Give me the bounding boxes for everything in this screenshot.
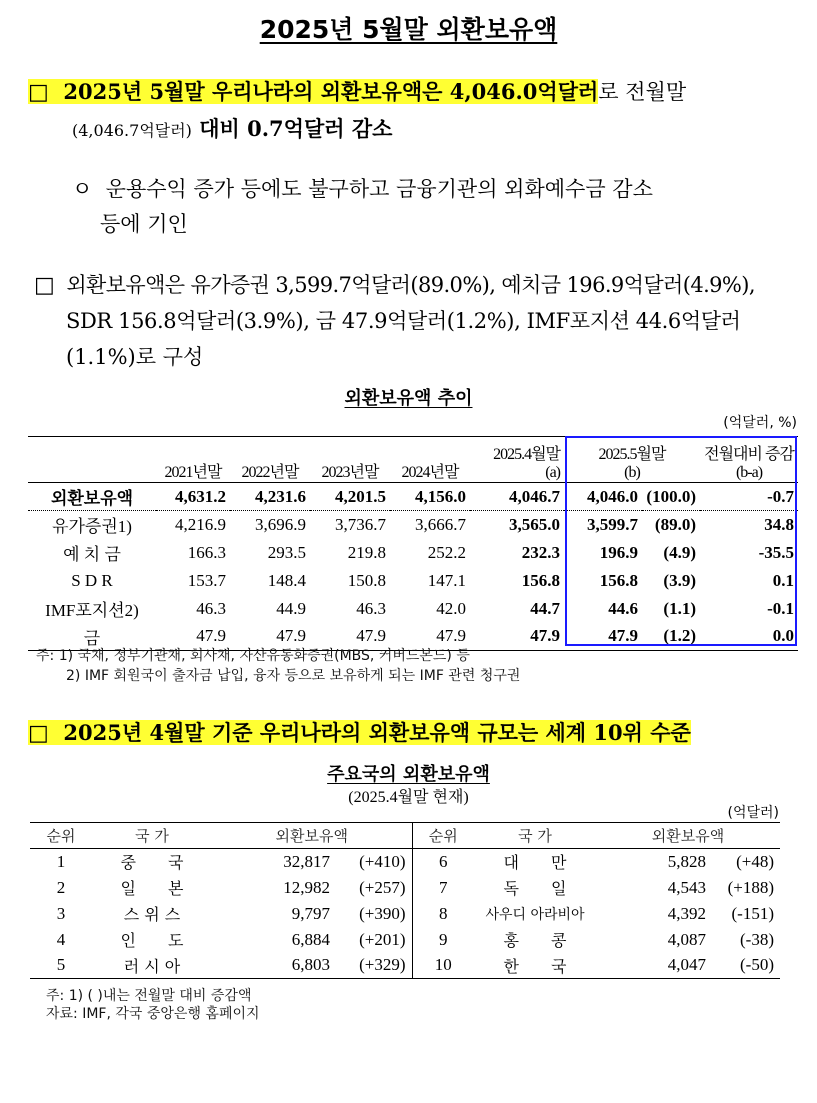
- header-country: 국 가: [135, 827, 169, 845]
- table-cell: (+48): [736, 851, 774, 871]
- table-cell: 독 일: [503, 879, 567, 898]
- table-2-title: 주요국의 외환보유액: [327, 764, 490, 785]
- header-rank: 순위: [428, 827, 458, 845]
- table-cell: 3,565.0: [509, 514, 560, 534]
- sub-bullet-1-line2: 등에 기인: [100, 212, 188, 236]
- header-blank: [28, 437, 156, 483]
- row-label: 외환보유액: [28, 483, 156, 511]
- table-cell: 러 시 아: [92, 953, 212, 979]
- table-cell: 44.6: [608, 598, 638, 618]
- row-label: 금: [28, 623, 156, 651]
- table-cell: 252.2: [427, 542, 466, 562]
- table-cell: 47.9: [156, 623, 230, 651]
- header-may: 2025.5월말 (b): [598, 446, 666, 481]
- table-cell: 47.9: [564, 623, 642, 651]
- table-1-unit: (억달러, %): [723, 415, 797, 431]
- row-label: S D R: [71, 570, 113, 590]
- table-cell: 3,599.7: [587, 514, 638, 534]
- table-cell: 148.4: [267, 570, 306, 590]
- table-cell: (3.9): [663, 570, 696, 590]
- table-cell: -0.1: [767, 598, 794, 618]
- table-cell: (-38): [740, 929, 774, 949]
- table-cell: 44.7: [530, 598, 560, 618]
- row-label: IMF포지션2): [45, 601, 139, 620]
- bullet-1: [28, 75, 808, 110]
- table-cell: (+410): [330, 849, 412, 875]
- page-title: 2025년 5월말 외환보유액: [259, 15, 558, 44]
- table-cell: (+188): [727, 877, 774, 897]
- table-cell: (1.1): [663, 598, 696, 618]
- table-cell: 3,696.9: [255, 514, 306, 534]
- table-cell: (4.9): [663, 542, 696, 562]
- header-2023: 2023년말: [321, 464, 379, 481]
- header-apr: 2025.4월말 (a): [493, 446, 560, 481]
- table-2-subtitle: (2025.4월말 현재): [348, 789, 469, 806]
- table-cell: 4,543: [667, 877, 706, 897]
- bullet-marker: □: [28, 721, 49, 746]
- table-cell: 중 국: [120, 853, 184, 873]
- table-cell: 7: [439, 877, 448, 897]
- table-cell: 6: [439, 851, 448, 871]
- table-cell: (+257): [330, 875, 412, 901]
- table-row: [30, 849, 780, 875]
- header-country: 국 가: [518, 827, 552, 845]
- table-cell: 4,046.0: [564, 483, 642, 511]
- table-cell: 3: [56, 903, 66, 923]
- table-cell: 32,817: [283, 851, 330, 871]
- table-cell: 일 본: [120, 879, 184, 898]
- table-2-header-row: [30, 823, 780, 849]
- table-cell: 5,828: [667, 851, 706, 871]
- table-1-note-1: 주: 1) 국채, 정부기관채, 회사채, 자산유동화증권(MBS, 커버드본드) 등: [36, 648, 470, 664]
- header-2022: 2022년말: [241, 464, 299, 481]
- table-cell: 47.9: [390, 623, 470, 651]
- table-cell: (1.2): [642, 623, 700, 651]
- header-2021: 2021년말: [164, 464, 222, 481]
- bullet-1-line2: [72, 112, 392, 148]
- country-ranking-table: [30, 822, 780, 979]
- table-cell: -0.7: [700, 483, 798, 511]
- table-cell: 156.8: [521, 570, 560, 590]
- bullet-marker: □: [28, 80, 49, 105]
- table-cell: 3,736.7: [335, 514, 386, 534]
- bullet-marker: □: [34, 273, 55, 298]
- table-cell: 42.0: [436, 598, 466, 618]
- prev-month-value: (4,046.7억달러): [72, 121, 192, 140]
- table-cell: (89.0): [654, 514, 696, 534]
- table-row: [30, 875, 780, 901]
- table-cell: 2: [56, 877, 66, 897]
- bullet-2-line3: (1.1%)로 구성: [66, 345, 204, 369]
- table-cell: (+329): [330, 953, 412, 979]
- table-cell: 홍 콩: [503, 931, 567, 950]
- table-cell: (+390): [330, 901, 412, 927]
- table-cell: 4,156.0: [390, 483, 470, 511]
- table-cell: 인 도: [120, 931, 184, 950]
- table-cell: (+201): [330, 927, 412, 953]
- table-cell: 사우디 아라비아: [485, 906, 585, 923]
- table-cell: 스 위 스: [123, 905, 181, 924]
- table-cell: 4,216.9: [175, 514, 226, 534]
- table-cell: 9,797: [291, 903, 330, 923]
- table-cell: 9: [439, 929, 448, 949]
- table-cell: 232.3: [521, 542, 560, 562]
- table-cell: 3,666.7: [415, 514, 466, 534]
- header-rank: 순위: [46, 827, 76, 845]
- header-reserves: 외환보유액: [651, 827, 725, 845]
- bullet-1-rest: 로 전월말: [598, 80, 687, 104]
- table-cell: 4,047: [596, 953, 706, 979]
- table-cell: (-50): [706, 953, 780, 979]
- header-change: 전월대비 증감 (b-a): [704, 446, 794, 481]
- table-1-note-2: 2) IMF 회원국이 출자금 납입, 융자 등으로 보유하게 되는 IMF 관련 청구권: [66, 668, 521, 684]
- table-cell: 150.8: [347, 570, 386, 590]
- table-cell: 44.9: [276, 598, 306, 618]
- table-2-note: 주: 1) ( )내는 전월말 대비 증감액: [46, 988, 252, 1004]
- table-cell: 47.9: [230, 623, 310, 651]
- table-cell: 47.9: [470, 623, 564, 651]
- table-cell: (-151): [731, 903, 774, 923]
- table-cell: 219.8: [347, 542, 386, 562]
- table-cell: 147.1: [427, 570, 466, 590]
- sub-marker: ㅇ: [72, 177, 93, 201]
- table-cell: 46.3: [356, 598, 386, 618]
- table-2-source: 자료: IMF, 각국 중앙은행 홈페이지: [46, 1006, 260, 1022]
- table-cell: 대 만: [503, 853, 567, 873]
- table-cell: 196.9: [599, 542, 638, 562]
- table-cell: 293.5: [267, 542, 306, 562]
- table-cell: 0.1: [772, 570, 794, 590]
- table-cell: 12,982: [283, 877, 330, 897]
- table-cell: 4,231.6: [230, 483, 310, 511]
- table-cell: 4,631.2: [156, 483, 230, 511]
- bullet-1-change: 대비 0.7억달러 감소: [191, 116, 393, 141]
- table-cell: 166.3: [187, 542, 226, 562]
- table-cell: 156.8: [599, 570, 638, 590]
- table-cell: 4,046.7: [470, 483, 564, 511]
- table-cell: 1: [56, 851, 66, 871]
- table-cell: -35.5: [758, 542, 794, 562]
- table-cell: 한 국: [474, 953, 596, 979]
- bullet-2: [34, 268, 814, 303]
- bullet-1-highlight: 2025년 5월말 우리나라의 외환보유액은 4,046.0억달러: [63, 79, 599, 104]
- bullet-2-line1: 외환보유액은 유가증권 3,599.7억달러(89.0%), 예치금 196.9억달러(4.9%),: [66, 273, 755, 297]
- table-cell: 4,392: [667, 903, 706, 923]
- table-cell: (100.0): [642, 483, 700, 511]
- table-cell: 0.0: [700, 623, 798, 651]
- table-cell: 46.3: [196, 598, 226, 618]
- bullet-3: [28, 716, 691, 751]
- table-row: [30, 901, 780, 927]
- table-cell: 4,087: [667, 929, 706, 949]
- table-row: [30, 927, 780, 953]
- table-cell: 47.9: [310, 623, 390, 651]
- table-cell: 10: [412, 953, 474, 979]
- table-cell: 6,884: [291, 929, 330, 949]
- table-row: [30, 953, 780, 979]
- table-2-unit: (억달러): [727, 805, 779, 821]
- sub-bullet-1: [72, 172, 802, 206]
- bullet-2-line2: SDR 156.8억달러(3.9%), 금 47.9억달러(1.2%), IMF포지션 44.6억달러: [66, 309, 741, 333]
- table-cell: 4,201.5: [310, 483, 390, 511]
- header-reserves: 외환보유액: [212, 823, 412, 849]
- header-2024: 2024년말: [401, 464, 459, 481]
- table-cell: 153.7: [187, 570, 226, 590]
- current-month-highlight-box: [565, 436, 797, 646]
- table-cell: 34.8: [764, 514, 794, 534]
- table-cell: 8: [439, 903, 448, 923]
- table-1-title: 외환보유액 추이: [344, 388, 473, 409]
- table-cell: 6,803: [212, 953, 330, 979]
- row-label: 유가증권1): [52, 517, 132, 537]
- row-label: 예 치 금: [63, 545, 121, 564]
- sub-bullet-line1: 운용수익 증가 등에도 불구하고 금융기관의 외화예수금 감소: [105, 177, 653, 201]
- table-cell: 5: [30, 953, 92, 979]
- table-cell: 4: [56, 929, 66, 949]
- bullet-3-text: 2025년 4월말 기준 우리나라의 외환보유액 규모는 세계 10위 수준: [63, 720, 691, 745]
